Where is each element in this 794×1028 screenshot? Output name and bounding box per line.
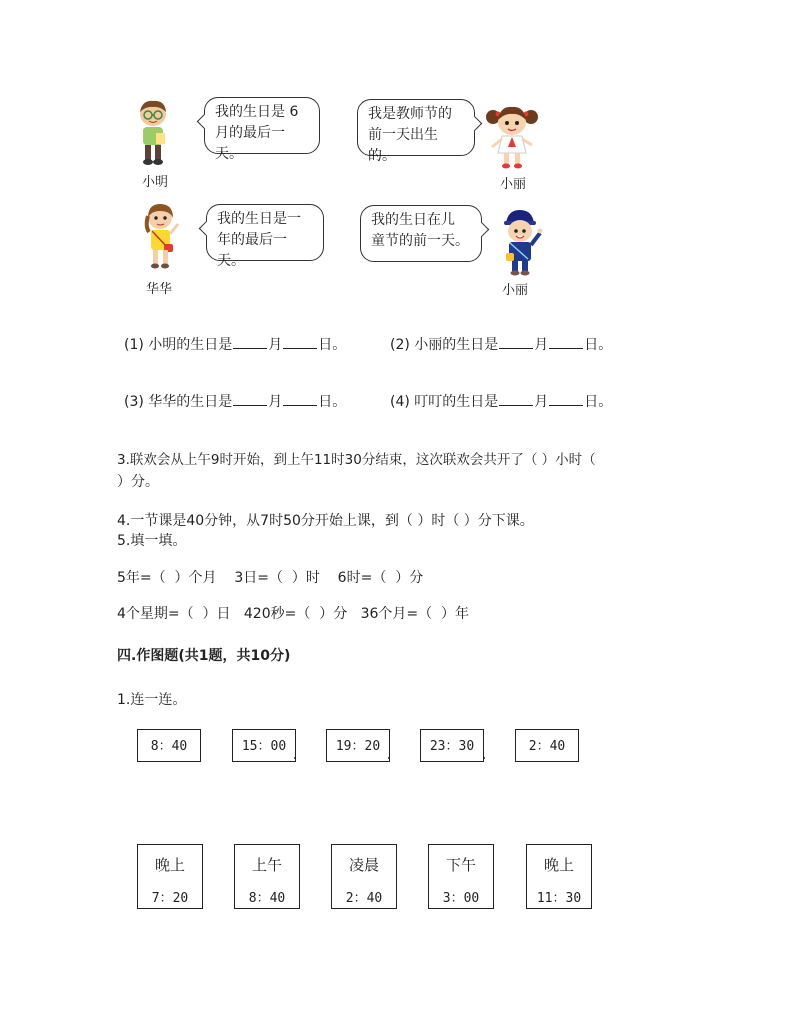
time-label: 3：00 <box>442 891 480 906</box>
character-name: 小丽 <box>502 283 529 298</box>
question-5-title: 5.填一填。 <box>117 533 187 549</box>
period-time-box[interactable] <box>331 844 397 909</box>
time-box[interactable]: 23：30 <box>420 729 484 762</box>
answer-blank[interactable] <box>549 391 583 406</box>
bubble-text: 我的生日在儿 <box>371 212 455 228</box>
question-3-line2: ）分。 <box>117 474 159 490</box>
speech-bubble <box>357 99 475 164</box>
boy-with-cap-figure <box>496 209 544 277</box>
character-name: 小明 <box>142 175 169 190</box>
bubble-text: 童节的前一天。 <box>371 233 469 249</box>
bubble-text: 我是教师节的 <box>368 106 452 122</box>
connect-dot <box>294 757 296 759</box>
bubble-text: 我的生日是 6 <box>215 104 299 120</box>
birthday-question: (3) 华华的生日是 月 日。 <box>124 391 346 411</box>
bubble-text: 我的生日是一 <box>217 211 301 227</box>
period-time-box[interactable] <box>234 844 300 909</box>
answer-blank[interactable] <box>549 334 583 349</box>
answer-blank[interactable] <box>283 391 317 406</box>
answer-blank[interactable] <box>499 391 533 406</box>
section-heading: 四.作图题(共1题，共10分) <box>117 648 291 664</box>
time-label: 8：40 <box>248 891 286 906</box>
period-label: 上午 <box>251 856 282 874</box>
birthday-question: (2) 小丽的生日是 月 日。 <box>390 334 612 354</box>
bubble-text: 年的最后一天。 <box>217 232 287 269</box>
girl-with-pigtails-figure <box>484 103 540 169</box>
period-time-box[interactable] <box>526 844 592 909</box>
speech-bubble <box>204 97 320 162</box>
boy-with-glasses-figure <box>130 100 176 166</box>
question-4: 4.一节课是40分钟，从7时50分开始上课，到（ ）时（ ）分下课。 <box>117 513 534 529</box>
period-time-box[interactable] <box>137 844 203 909</box>
connect-dot <box>483 757 485 759</box>
speech-bubble <box>206 204 324 269</box>
period-label: 凌晨 <box>348 856 379 874</box>
time-box[interactable]: 8：40 <box>137 729 201 762</box>
time-label: 2：40 <box>345 891 383 906</box>
period-label: 下午 <box>445 856 476 874</box>
answer-blank[interactable] <box>233 334 267 349</box>
connect-dot <box>388 757 390 759</box>
period-time-box[interactable] <box>428 844 494 909</box>
birthday-question: (1) 小明的生日是 月 日。 <box>124 334 346 354</box>
instruction: 1.连一连。 <box>117 692 187 708</box>
bubble-text: 前一天出生的。 <box>368 127 438 164</box>
time-label: 7：20 <box>151 891 189 906</box>
answer-blank[interactable] <box>233 391 267 406</box>
question-5-row2: 4个星期=（ ）日 420秒=（ ）分 36个月=（ ）年 <box>117 606 470 622</box>
speech-bubble <box>360 205 482 262</box>
answer-blank[interactable] <box>499 334 533 349</box>
time-box[interactable]: 15：00 <box>232 729 296 762</box>
period-label: 晚上 <box>154 856 185 874</box>
time-box[interactable]: 2：40 <box>515 729 579 762</box>
birthday-question: (4) 叮叮的生日是 月 日。 <box>390 391 612 411</box>
answer-blank[interactable] <box>283 334 317 349</box>
question-3-line1: 3.联欢会从上午9时开始，到上午11时30分结束，这次联欢会共开了（ ）小时（ <box>117 452 596 468</box>
character-name: 华华 <box>146 282 173 297</box>
character-name: 小丽 <box>500 177 527 192</box>
time-label: 11：30 <box>536 891 582 906</box>
time-box[interactable]: 19：20 <box>326 729 390 762</box>
bubble-text: 月的最后一天。 <box>215 125 285 162</box>
girl-with-bag-figure <box>140 202 182 270</box>
period-label: 晚上 <box>543 856 574 874</box>
question-5-row1: 5年=（ ）个月 3日=（ ）时 6时=（ ）分 <box>117 570 424 586</box>
